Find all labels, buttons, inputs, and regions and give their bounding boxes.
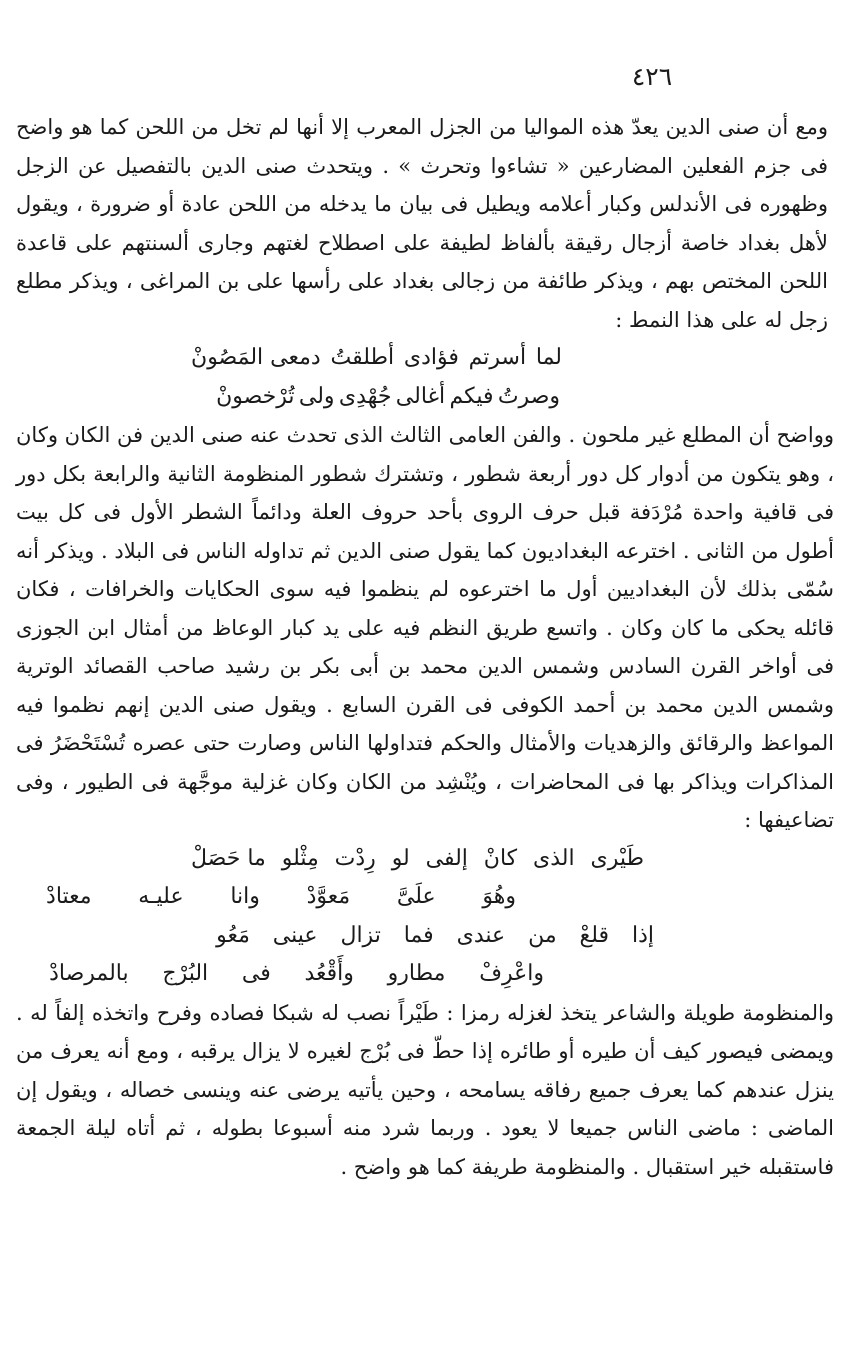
kan-verse-3 (216, 917, 654, 956)
verse-word: أطلقتُ (330, 345, 395, 370)
verse-word: عندى (456, 922, 506, 948)
verse-word: البُرْج (162, 961, 209, 986)
verse-word: فيكم (449, 383, 494, 409)
verse-word: معتادْ (46, 884, 92, 909)
verse-word: كانْ (483, 845, 518, 871)
verse-word: إذا (631, 922, 654, 948)
verse-word: فى (241, 961, 271, 986)
verse-word: فؤادى (403, 345, 459, 370)
verse-word: تزال (340, 922, 381, 948)
verse-word: ولى (298, 383, 335, 409)
verse-word: أسرتم (468, 345, 527, 370)
verse-word: دمعى المَصُونْ (191, 345, 321, 370)
kan-verse-1 (191, 840, 644, 879)
verse-word: مطارو (387, 961, 446, 986)
verse-word: لو (391, 845, 410, 871)
verse-word: عليـه (138, 884, 184, 909)
verse-word: مِثْلو (281, 845, 319, 871)
paragraph-kan-wa-kan: وواضح أن المطلع غير ملحون . والفن العامى الثالث الذى تحدث عنه صنى الدين فن الكان وكان ، وهو يتكون من أدوار كل دور أربعة شطور ، وتشترك شطور المنظومة الثانية والرابعة بكل دور فى قافية واحدة مُرْدَفة قبل حرف الروى بأحد حروف العلة ودائماً الشطر الأول فى كل بيت أطول من الثانى . اخترعه البغداديون كما يقول صنى الدين ثم تداوله الناس فى البلاد . ويذكر أنه سُمّى بذلك لأن البغداديين أول ما اخترعوه لم ينظموا فيه سوى الحكايات والخرافات ، فكان قائله يحكى ما كان وكان . واتسع طريق النظم فيه على يد كبار الوعاظ من أمثال ابن الجوزى فى أواخر القرن السادس وشمس الدين محمد بن أبى بكر بن رشيد صاحب القصائد الوترية وشمس الدين محمد بن أحمد الكوفى فى القرن السابع . ويقول صنى الدين إنهم نظموا فيه المواعظ والرقائق والزهديات والأمثال والحكم فتداولها الناس وصارت حتى عصره تُسْتَحْضَرُ فى المذاكرات ويذاكر بها فى المحاضرات ، ويُنْشِد من الكان وكان غزلية موجَّهة فى الطيور ، وفى تضاعيفها : (16, 423, 834, 832)
verse-word: مَعوَّدْ (306, 884, 351, 909)
verse-word: من (528, 922, 557, 948)
verse-word: لما (535, 345, 562, 370)
kan-verse-4 (49, 955, 544, 994)
verse-word: تُرْخصونْ (216, 383, 295, 409)
verse-word: فما (403, 922, 434, 948)
zajal-verse-2 (216, 378, 560, 417)
verse-word: وانا (230, 884, 260, 909)
verse-word: علَىَّ (396, 884, 436, 909)
verse-word: واعْرِفْ (479, 961, 544, 986)
verse-word: وصرتُ (497, 383, 560, 409)
paragraph-poem-summary: والمنظومة طويلة والشاعر يتخذ لغزله رمزا : طَيْراً نصب له شبكا فصاده وفرح واتخذه إلفاً له . ويمضى فيصور كيف أن طيره أو طائره إذا حطّ فى بُرْج لغيره لا يزال يرقبه ، ومع أنه يعرف من ينزل عندهم كما يعرف جميع رفاقه يسامحه ، وحين يأتيه يرضى عنه وينسى خصاله ، ويقول إن الماضى : ماضى الناس جميعا لا يعود . وربما شرد منه أسبوعا بطوله ، ثم أتاه ليلة الجمعة فاستقبله خير استقبال . والمنظومة طريفة كما هو واضح . (16, 1000, 834, 1179)
page-body (16, 108, 834, 1186)
paragraph-zajal-intro: ومع أن صنى الدين يعدّ هذه المواليا من الجزل المعرب إلا أنها لم تخل من اللحن كما هو واضح فى جزم الفعلين المضارعين « تشاءوا وتحرث » . ويتحدث صنى الدين بالتفصيل عن الزجل وظهوره فى الأندلس وكبار أعلامه ويطيل فى بيان ما يدخله من اللحن عادة أو ضرورة ، ويقول لأهل بغداد خاصة أزجال رقيقة بألفاظ لطيفة على اصطلاح لغتهم وجارى ألسنتهم على قاعدة اللحن المختص بهم ، ويذكر طائفة من زجالى بغداد على رأسها على بن المراغى ، ويذكر مطلع زجل له على هذا النمط : (16, 115, 828, 332)
verse-word: ما حَصَلْ (191, 845, 266, 871)
verse-word: طَيْرى (590, 845, 644, 871)
verse-word: رِدْت (334, 845, 376, 871)
verse-word: وأَقْعُد (304, 961, 354, 986)
verse-word: بالمرصادْ (49, 961, 129, 986)
verse-word: مَعُو (216, 922, 250, 948)
verse-word: عينى (272, 922, 318, 948)
zajal-verse-1 (191, 339, 562, 378)
verse-word: أغالى (395, 383, 446, 409)
kan-verse-2 (46, 878, 516, 917)
verse-word: إلفى (425, 845, 468, 871)
verse-word: قلعْ (579, 922, 610, 948)
verse-word: جُهْدِى (338, 383, 392, 409)
verse-word: الذى (533, 845, 575, 871)
page-number: ٤٢٦ (631, 62, 673, 91)
verse-word: وهُوَ (482, 884, 516, 909)
